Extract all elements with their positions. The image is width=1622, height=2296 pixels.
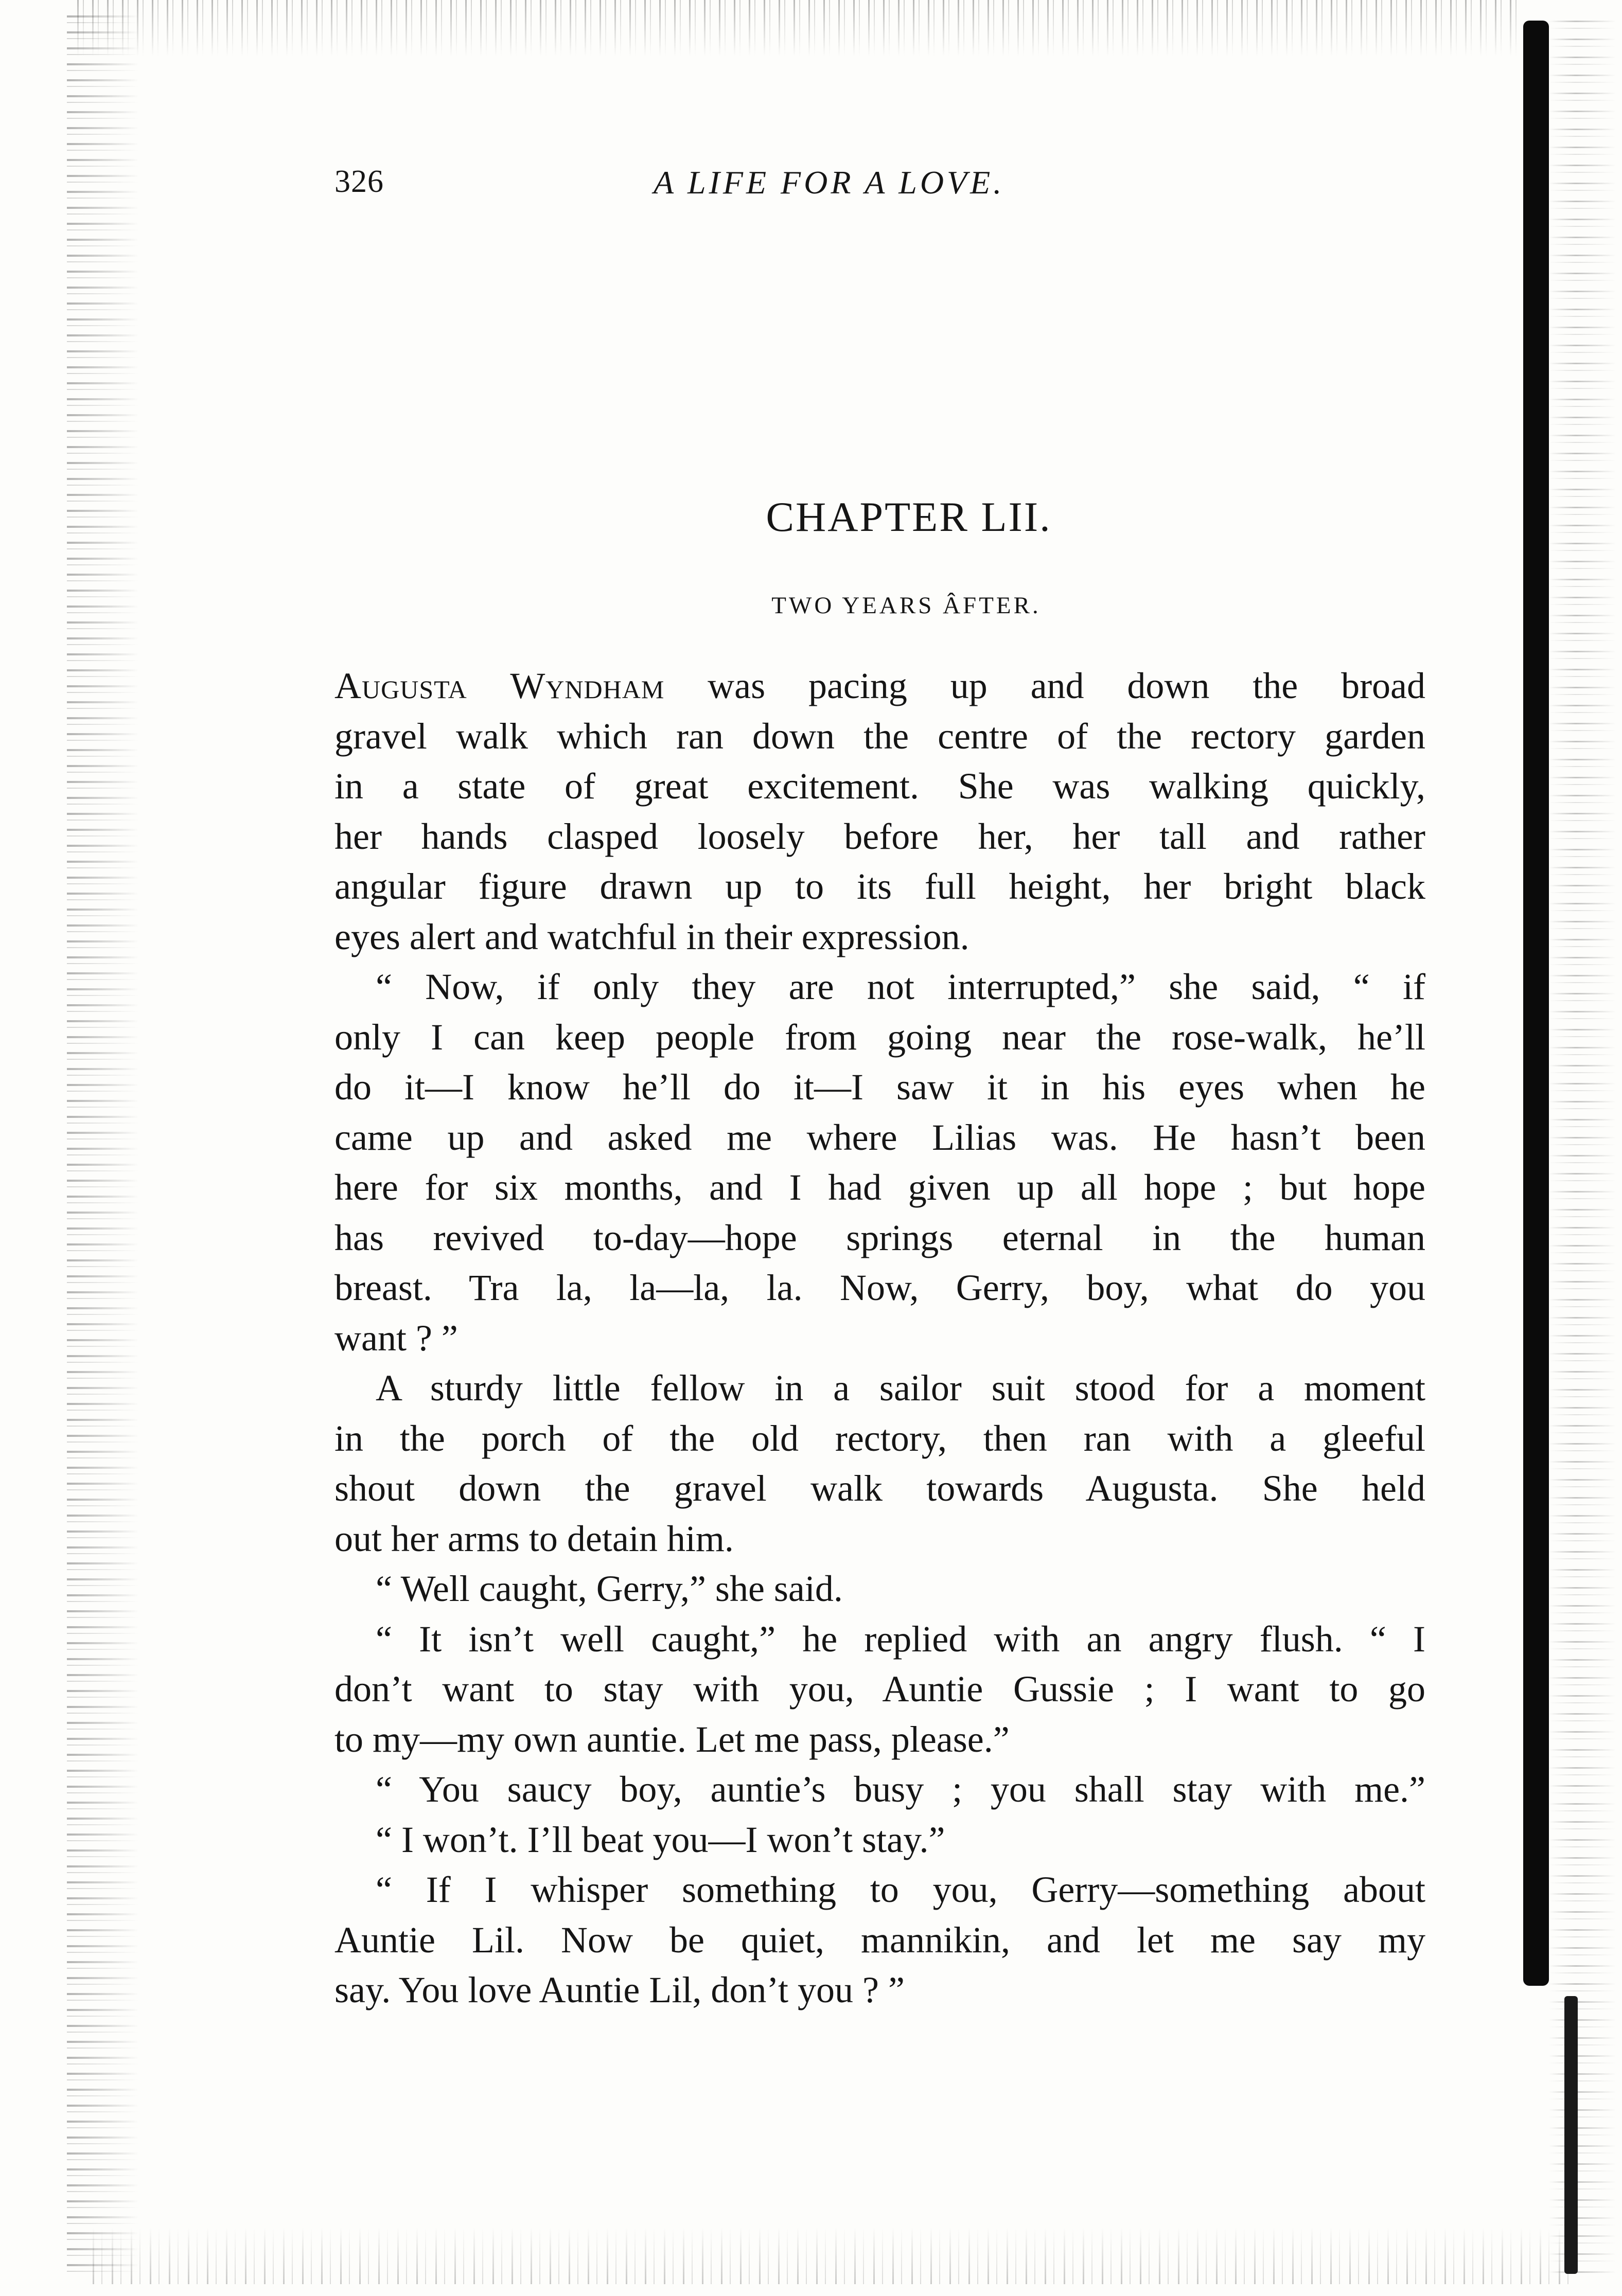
running-header bbox=[334, 164, 1492, 210]
scan-edge-bottom bbox=[93, 2228, 1575, 2284]
text-line: want ? ” bbox=[334, 1317, 458, 1359]
text-line: in the porch of the old rectory, then ran with a gleeful bbox=[334, 1417, 1425, 1459]
text-line: say. You love Auntie Lil, don’t you ? ” bbox=[334, 1969, 905, 2010]
text-line: out her arms to detain him. bbox=[334, 1518, 734, 1559]
text-line: “ Well caught, Gerry,” she said. bbox=[376, 1568, 843, 1609]
text-line: Auntie Lil. Now be quiet, mannikin, and let me say my bbox=[334, 1919, 1425, 1961]
text-line: “ You saucy boy, auntie’s busy ; you shall stay with me.” bbox=[376, 1769, 1425, 1810]
text-line: A sturdy little fellow in a sailor suit stood for a moment bbox=[376, 1367, 1425, 1409]
text-line bbox=[334, 661, 1425, 711]
text-line: has revived to-day—hope springs eternal in the human bbox=[334, 1217, 1425, 1258]
text-line: gravel walk which ran down the centre of the rectory garden bbox=[334, 715, 1425, 757]
text-line: here for six months, and I had given up all hope ; but hope bbox=[334, 1167, 1425, 1208]
scan-edge-right bbox=[1549, 21, 1616, 2274]
text-line: only I can keep people from going near the rose-walk, he’ll bbox=[334, 1016, 1425, 1058]
text-line: in a state of great excitement. She was walking quickly, bbox=[334, 766, 1425, 807]
scan-edge-top bbox=[77, 0, 1518, 57]
chapter-opening-name: Augusta Wyndham bbox=[334, 665, 665, 706]
book-spine-shadow bbox=[1523, 21, 1549, 1986]
text-line: don’t want to stay with you, Auntie Gussie ; I want to go bbox=[334, 1668, 1425, 1710]
text-line-content: was pacing up and down the broad bbox=[664, 665, 1425, 706]
text-line: “ Now, if only they are not interrupted,” she said, “ if bbox=[376, 966, 1425, 1007]
text-line: eyes alert and watchful in their expression. bbox=[334, 916, 969, 957]
text-line: “ I won’t. I’ll beat you—I won’t stay.” bbox=[376, 1819, 945, 1860]
chapter-title: CHAPTER LII. bbox=[766, 493, 1052, 540]
text-line: her hands clasped loosely before her, her tall and rather bbox=[334, 815, 1425, 857]
chapter-subtitle: TWO YEARS ÂFTER. bbox=[771, 592, 1041, 619]
text-line: shout down the gravel walk towards Augusta. She held bbox=[334, 1468, 1425, 1509]
running-title: A LIFE FOR A LOVE. bbox=[654, 164, 1005, 201]
text-line: “ It isn’t well caught,” he replied with an angry flush. “ I bbox=[376, 1618, 1425, 1660]
text-line: came up and asked me where Lilias was. He hasn’t been bbox=[334, 1116, 1425, 1158]
text-line: “ If I whisper something to you, Gerry—something about bbox=[376, 1869, 1425, 1910]
body-text bbox=[334, 661, 1425, 2016]
page-number: 326 bbox=[334, 164, 384, 199]
text-line: breast. Tra la, la—la, la. Now, Gerry, boy, what do you bbox=[334, 1267, 1425, 1308]
text-line: do it—I know he’ll do it—I saw it in his eyes when he bbox=[334, 1066, 1425, 1108]
text-line: angular figure drawn up to its full height, her bright black bbox=[334, 866, 1425, 907]
text-line: to my—my own auntie. Let me pass, please.” bbox=[334, 1718, 1010, 1760]
scan-edge-left bbox=[67, 15, 139, 2279]
